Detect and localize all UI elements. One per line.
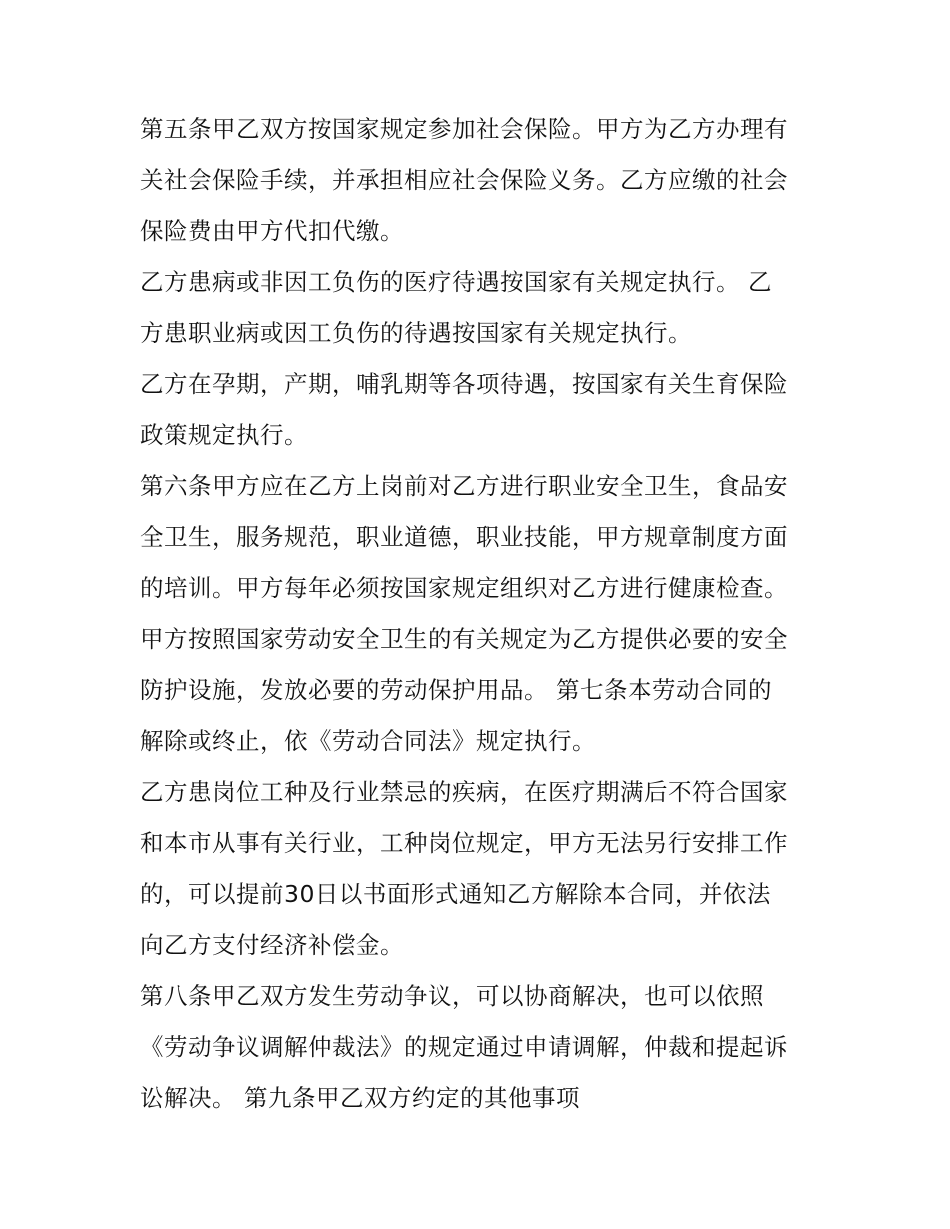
text-line: 向乙方支付经济补偿金。 xyxy=(140,931,404,959)
text-line: 乙方患病或非因工负伤的医疗待遇按国家有关规定执行。 乙 xyxy=(140,268,772,296)
text-line: 第六条甲方应在乙方上岗前对乙方进行职业安全卫生，食品安 xyxy=(140,472,788,500)
document-body xyxy=(140,104,820,1124)
text-line: 政策规定执行。 xyxy=(140,421,308,449)
text-line: 的，可以提前30日以书面形式通知乙方解除本合同，并依法 xyxy=(140,880,771,908)
text-line: 保险费由甲方代扣代缴。 xyxy=(140,217,404,245)
text-line: 第五条甲乙双方按国家规定参加社会保险。甲方为乙方办理有 xyxy=(140,115,788,143)
text-line: 方患职业病或因工负伤的待遇按国家有关规定执行。 xyxy=(140,319,692,347)
text-line: 甲方按照国家劳动安全卫生的有关规定为乙方提供必要的安全 xyxy=(140,625,788,653)
text-line: 乙方患岗位工种及行业禁忌的疾病，在医疗期满后不符合国家 xyxy=(140,778,788,806)
text-line: 《劳动争议调解仲裁法》的规定通过申请调解，仲裁和提起诉 xyxy=(140,1033,788,1061)
text-line: 关社会保险手续，并承担相应社会保险义务。乙方应缴的社会 xyxy=(140,166,788,194)
text-line: 的培训。甲方每年必须按国家规定组织对乙方进行健康检查。 xyxy=(140,574,788,602)
text-line: 全卫生，服务规范，职业道德，职业技能，甲方规章制度方面 xyxy=(140,523,788,551)
text-line: 乙方在孕期，产期，哺乳期等各项待遇，按国家有关生育保险 xyxy=(140,370,788,398)
text-line: 防护设施，发放必要的劳动保护用品。 第七条本劳动合同的 xyxy=(140,676,772,704)
text-line: 第八条甲乙双方发生劳动争议，可以协商解决，也可以依照 xyxy=(140,982,764,1010)
text-line: 和本市从事有关行业，工种岗位规定，甲方无法另行安排工作 xyxy=(140,829,788,857)
text-line: 讼解决。 第九条甲乙双方约定的其他事项 xyxy=(140,1084,580,1112)
text-line: 解除或终止，依《劳动合同法》规定执行。 xyxy=(140,727,596,755)
